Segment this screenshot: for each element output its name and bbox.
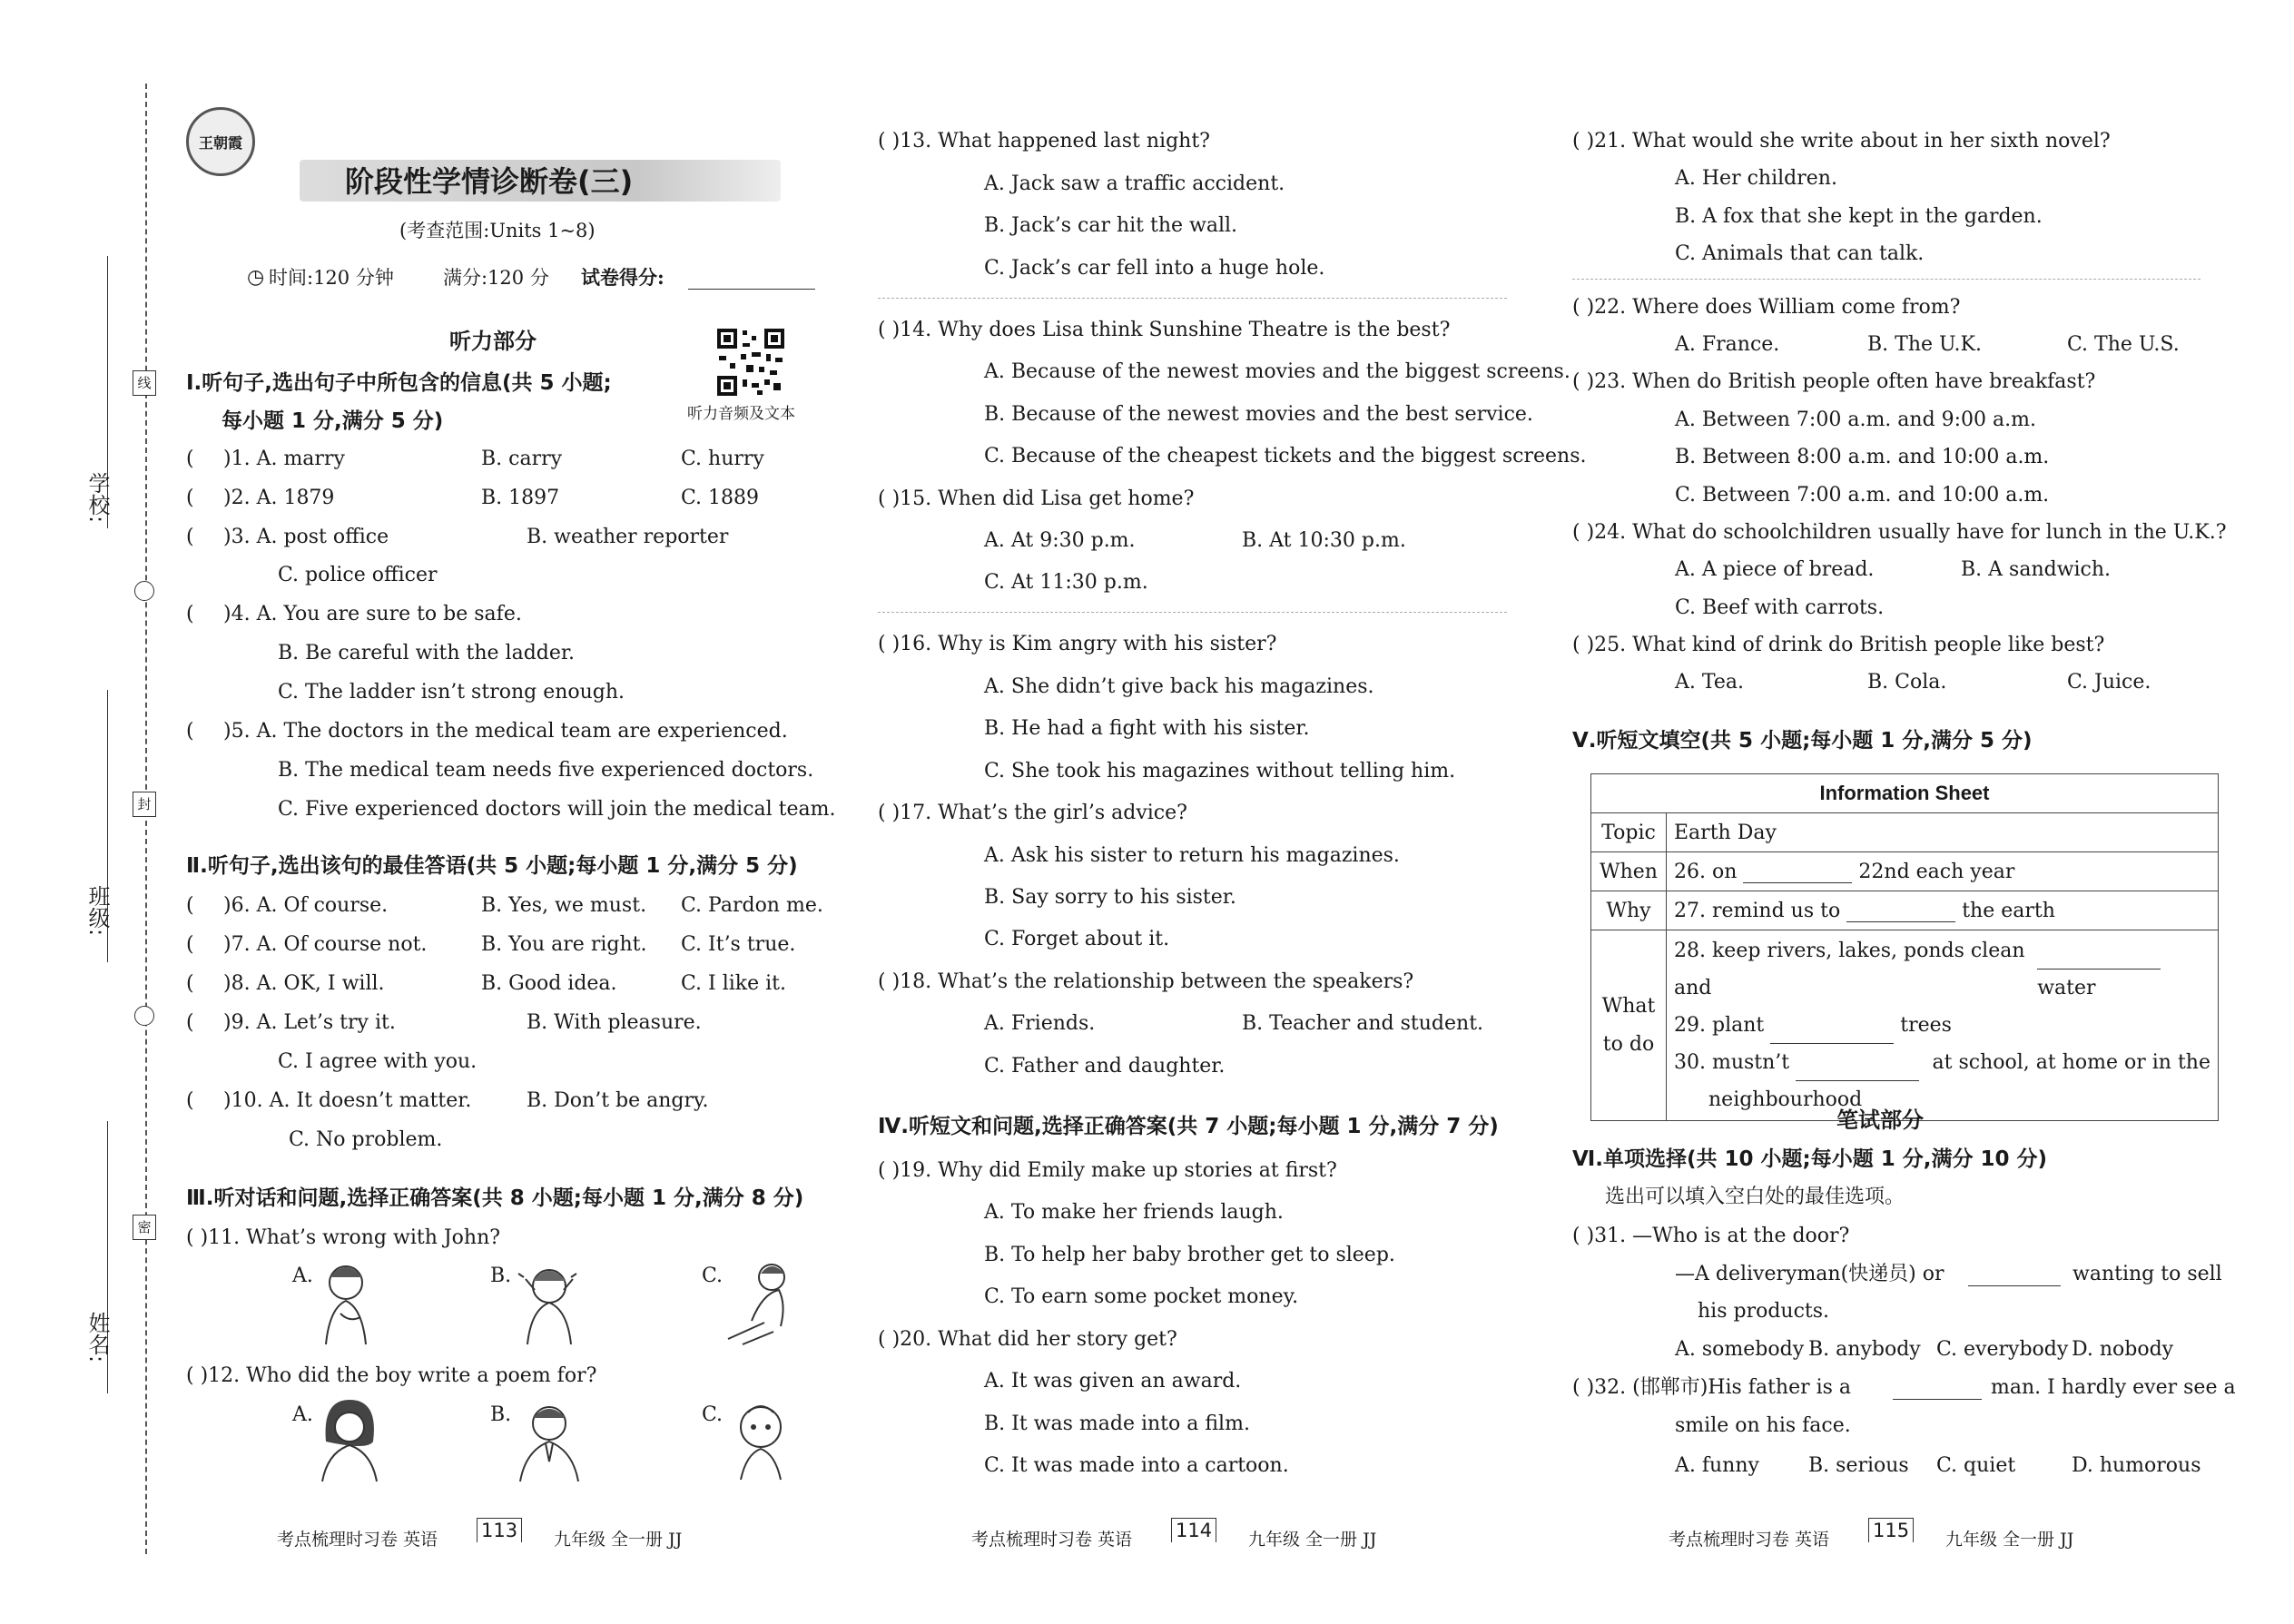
answer-paren[interactable]: ( xyxy=(186,526,194,548)
q18-option-b: B. Teacher and student. xyxy=(1242,1012,1484,1035)
q12-picture-c[interactable] xyxy=(724,1396,797,1483)
qr-code-icon[interactable] xyxy=(715,327,786,398)
q2-option-b: B. 1897 xyxy=(481,487,560,509)
q24-option-b: B. A sandwich. xyxy=(1961,558,2112,581)
q19-option-b: B. To help her baby brother get to sleep. xyxy=(984,1244,1395,1266)
q21-option-c: C. Animals that can talk. xyxy=(1675,242,1925,265)
q10-option-b: B. Don’t be angry. xyxy=(527,1089,709,1112)
table-header: Information Sheet xyxy=(1591,774,2219,813)
row-why-value: 27. remind us to the earth xyxy=(1667,891,2219,930)
q7-option-a: )7. A. Of course not. xyxy=(223,933,428,956)
q22-option-c: C. The U.S. xyxy=(2067,333,2180,356)
q1-option-b: B. carry xyxy=(481,448,563,470)
q13-option-a: A. Jack saw a traffic accident. xyxy=(984,172,1285,195)
row-when-value: 26. on 22nd each year xyxy=(1667,852,2219,891)
divider xyxy=(878,298,1507,299)
q31-line2: —A deliveryman(快递员) or xyxy=(1675,1263,1944,1285)
row-when-key: When xyxy=(1591,852,1667,891)
q19-option-c: C. To earn some pocket money. xyxy=(984,1285,1299,1308)
page-number: 114 xyxy=(1171,1518,1216,1542)
q23-option-c: C. Between 7:00 a.m. and 10:00 a.m. xyxy=(1675,484,2050,507)
q8-option-c: C. I like it. xyxy=(681,972,787,995)
q3-option-a: )3. A. post office xyxy=(223,526,389,548)
q11-stem: ( )11. What’s wrong with John? xyxy=(186,1226,501,1249)
q7-option-c: C. It’s true. xyxy=(681,933,796,956)
q32-option-d: D. humorous xyxy=(2072,1454,2201,1477)
section-2-title: Ⅱ.听句子,选出该句的最佳答语(共 5 小题;每小题 1 分,满分 5 分) xyxy=(186,854,798,878)
q32-option-c: C. quiet xyxy=(1936,1454,2016,1477)
row-topic-key: Topic xyxy=(1591,813,1667,852)
binding-hole-icon xyxy=(134,581,154,601)
full-score: 满分:120 分 xyxy=(443,267,549,289)
q31-line3: his products. xyxy=(1698,1300,1830,1323)
q31-line2-end: wanting to sell xyxy=(2072,1263,2222,1285)
q19-stem: ( )19. Why did Emily make up stories at first? xyxy=(878,1159,1337,1182)
q14-option-b: B. Because of the newest movies and the best service. xyxy=(984,403,1533,426)
binding-hole-icon xyxy=(134,1006,154,1026)
q6-option-b: B. Yes, we must. xyxy=(481,894,647,917)
seal-secret-char: 密 xyxy=(133,1215,156,1240)
q14-option-c: C. Because of the cheapest tickets and the biggest screens. xyxy=(984,445,1587,468)
q32-option-a: A. funny xyxy=(1675,1454,1759,1477)
clock-icon: ◷ xyxy=(247,266,265,289)
listening-heading: 听力部分 xyxy=(449,329,537,354)
q3-option-c: C. police officer xyxy=(278,564,438,586)
q10-option-a: )10. A. It doesn’t matter. xyxy=(223,1089,472,1112)
answer-paren[interactable]: ( xyxy=(186,720,194,743)
q4-option-a: )4. A. You are sure to be safe. xyxy=(223,603,522,625)
q17-option-b: B. Say sorry to his sister. xyxy=(984,886,1236,909)
q15-option-a: A. At 9:30 p.m. xyxy=(984,529,1136,552)
section-5-title: Ⅴ.听短文填空(共 5 小题;每小题 1 分,满分 5 分) xyxy=(1572,729,2033,753)
q21-stem: ( )21. What would she write about in her sixth novel? xyxy=(1572,130,2111,153)
school-label: 学校: xyxy=(84,472,110,524)
q24-stem: ( )24. What do schoolchildren usually have for lunch in the U.K.? xyxy=(1572,521,2227,544)
name-label: 姓名: xyxy=(84,1312,110,1363)
q12-label-c: C. xyxy=(702,1403,724,1426)
seal-line-char: 线 xyxy=(133,370,156,396)
q22-stem: ( )22. Where does William come from? xyxy=(1572,296,1961,319)
q32-stem-end: man. I hardly ever see a xyxy=(1991,1376,2236,1399)
blank-26[interactable] xyxy=(1743,882,1852,883)
q22-option-a: A. France. xyxy=(1675,333,1780,356)
page-number: 113 xyxy=(477,1518,522,1542)
footer-book-title: 考点梳理时习卷 英语 xyxy=(1669,1530,1830,1550)
answer-paren[interactable]: ( xyxy=(186,1011,194,1034)
answer-paren[interactable]: ( xyxy=(186,448,194,470)
q24-option-c: C. Beef with carrots. xyxy=(1675,596,1885,619)
q5-option-b: B. The medical team needs five experienced doctors. xyxy=(278,759,814,782)
q10-option-c: C. No problem. xyxy=(289,1128,443,1151)
q17-option-a: A. Ask his sister to return his magazines. xyxy=(984,844,1400,867)
qr-caption: 听力音频及文本 xyxy=(687,405,795,423)
q32-stem: ( )32. (邯郸市)His father is a xyxy=(1572,1376,1852,1399)
footer-book-title: 考点梳理时习卷 英语 xyxy=(971,1530,1133,1550)
q15-option-c: C. At 11:30 p.m. xyxy=(984,571,1148,594)
q31-option-b: B. anybody xyxy=(1808,1338,1921,1361)
q32-option-b: B. serious xyxy=(1808,1454,1909,1477)
exam-time: 时间:120 分钟 xyxy=(269,267,394,289)
q8-option-b: B. Good idea. xyxy=(481,972,617,995)
q12-picture-a[interactable] xyxy=(313,1396,386,1483)
q5-option-c: C. Five experienced doctors will join the medical team. xyxy=(278,798,836,821)
q12-label-b: B. xyxy=(490,1403,512,1426)
q14-stem: ( )14. Why does Lisa think Sunshine Theatre is the best? xyxy=(878,319,1451,341)
q4-option-b: B. Be careful with the ladder. xyxy=(278,642,575,664)
q12-picture-b[interactable] xyxy=(513,1396,586,1483)
exam-scope: (考查范围:Units 1~8) xyxy=(399,220,596,241)
answer-paren[interactable]: ( xyxy=(186,603,194,625)
written-heading: 笔试部分 xyxy=(1836,1107,1924,1133)
row-why-key: Why xyxy=(1591,891,1667,930)
q15-stem: ( )15. When did Lisa get home? xyxy=(878,487,1195,510)
q11-picture-b[interactable] xyxy=(513,1257,586,1348)
q16-option-b: B. He had a fight with his sister. xyxy=(984,717,1310,740)
q24-option-a: A. A piece of bread. xyxy=(1675,558,1875,581)
page-number: 115 xyxy=(1868,1518,1914,1542)
q23-option-a: A. Between 7:00 a.m. and 9:00 a.m. xyxy=(1675,408,2037,431)
q1-option-c: C. hurry xyxy=(681,448,764,470)
brand-logo: 王朝霞 xyxy=(186,107,255,176)
q14-option-a: A. Because of the newest movies and the biggest screens. xyxy=(984,360,1570,383)
q25-option-c: C. Juice. xyxy=(2067,671,2151,694)
q11-label-a: A. xyxy=(292,1265,313,1287)
score-blank[interactable] xyxy=(688,289,815,290)
section-3-title: Ⅲ.听对话和问题,选择正确答案(共 8 小题;每小题 1 分,满分 8 分) xyxy=(186,1186,804,1210)
binding-dashed-line xyxy=(145,84,147,1554)
footer-grade: 九年级 全一册 JJ xyxy=(1945,1530,2074,1550)
section-4-title: Ⅳ.听短文和问题,选择正确答案(共 7 小题;每小题 1 分,满分 7 分) xyxy=(878,1115,1499,1138)
q15-option-b: B. At 10:30 p.m. xyxy=(1242,529,1406,552)
seal-seal-char: 封 xyxy=(133,792,156,817)
q13-option-b: B. Jack’s car hit the wall. xyxy=(984,214,1238,237)
q2-option-a: )2. A. 1879 xyxy=(223,487,335,509)
q31-option-c: C. everybody xyxy=(1936,1338,2069,1361)
q31-option-d: D. nobody xyxy=(2072,1338,2174,1361)
q32-line2: smile on his face. xyxy=(1675,1414,1851,1437)
q7-option-b: B. You are right. xyxy=(481,933,647,956)
section-6-instruction: 选出可以填入空白处的最佳选项。 xyxy=(1605,1186,1905,1208)
q25-option-a: A. Tea. xyxy=(1675,671,1744,694)
q9-option-b: B. With pleasure. xyxy=(527,1011,702,1034)
footer-grade: 九年级 全一册 JJ xyxy=(1248,1530,1377,1550)
divider xyxy=(1572,279,2200,280)
q9-option-c: C. I agree with you. xyxy=(278,1050,478,1073)
divider xyxy=(878,612,1507,613)
class-label: 班级: xyxy=(84,885,110,937)
answer-paren[interactable]: ( xyxy=(186,487,194,509)
row-topic-value: Earth Day xyxy=(1667,813,2219,852)
footer-book-title: 考点梳理时习卷 英语 xyxy=(277,1530,438,1550)
q13-stem: ( )13. What happened last night? xyxy=(878,130,1210,153)
q16-stem: ( )16. Why is Kim angry with his sister? xyxy=(878,633,1277,655)
information-sheet-table xyxy=(1590,773,2219,1121)
answer-paren[interactable]: ( xyxy=(186,1089,194,1112)
q17-stem: ( )17. What’s the girl’s advice? xyxy=(878,802,1187,824)
q20-option-c: C. It was made into a cartoon. xyxy=(984,1454,1289,1477)
q25-stem: ( )25. What kind of drink do British people like best? xyxy=(1572,634,2105,656)
answer-paren[interactable]: ( xyxy=(186,972,194,995)
q18-stem: ( )18. What’s the relationship between the speakers? xyxy=(878,970,1414,993)
blank-32[interactable] xyxy=(1893,1399,1982,1400)
q20-option-b: B. It was made into a film. xyxy=(984,1412,1250,1435)
q22-option-b: B. The U.K. xyxy=(1867,333,1982,356)
q11-label-c: C. xyxy=(702,1265,724,1287)
answer-paren[interactable]: ( xyxy=(186,933,194,956)
row-whattodo-value: 28. keep rivers, lakes, ponds clean and water 29. plant trees 30. mustn’t at school, at home or in the neighbourhood xyxy=(1667,930,2219,1121)
score-label: 试卷得分: xyxy=(581,266,665,289)
q23-option-b: B. Between 8:00 a.m. and 10:00 a.m. xyxy=(1675,446,2050,468)
q20-option-a: A. It was given an award. xyxy=(984,1370,1242,1393)
q16-option-c: C. She took his magazines without telling him. xyxy=(984,760,1456,782)
answer-paren[interactable]: ( xyxy=(186,894,194,917)
q20-stem: ( )20. What did her story get? xyxy=(878,1328,1177,1351)
q23-stem: ( )23. When do British people often have breakfast? xyxy=(1572,370,2096,393)
q5-option-a: )5. A. The doctors in the medical team are experienced. xyxy=(223,720,788,743)
q19-option-a: A. To make her friends laugh. xyxy=(984,1201,1284,1224)
q18-option-c: C. Father and daughter. xyxy=(984,1055,1226,1078)
q12-label-a: A. xyxy=(292,1403,313,1426)
q9-option-a: )9. A. Let’s try it. xyxy=(223,1011,396,1034)
q16-option-a: A. She didn’t give back his magazines. xyxy=(984,675,1374,698)
q31-option-a: A. somebody xyxy=(1675,1338,1805,1361)
blank-27[interactable] xyxy=(1846,921,1955,922)
q11-picture-c[interactable] xyxy=(724,1257,797,1348)
section-1-title: Ⅰ.听句子,选出句子中所包含的信息(共 5 小题; xyxy=(186,371,612,395)
section-6-title: Ⅵ.单项选择(共 10 小题;每小题 1 分,满分 10 分) xyxy=(1572,1147,2048,1171)
q21-option-a: A. Her children. xyxy=(1675,167,1837,190)
q25-option-b: B. Cola. xyxy=(1867,671,1947,694)
q2-option-c: C. 1889 xyxy=(681,487,760,509)
page-title: 阶段性学情诊断卷(三) xyxy=(345,164,634,199)
q3-option-b: B. weather reporter xyxy=(527,526,729,548)
section-1-title-cont: 每小题 1 分,满分 5 分) xyxy=(222,409,444,433)
blank-31[interactable] xyxy=(1968,1285,2061,1286)
footer-grade: 九年级 全一册 JJ xyxy=(554,1530,683,1550)
q12-stem: ( )12. Who did the boy write a poem for? xyxy=(186,1364,597,1387)
q4-option-c: C. The ladder isn’t strong enough. xyxy=(278,681,625,704)
q11-label-b: B. xyxy=(490,1265,512,1287)
q18-option-a: A. Friends. xyxy=(984,1012,1096,1035)
q13-option-c: C. Jack’s car fell into a huge hole. xyxy=(984,257,1325,280)
q11-picture-a[interactable] xyxy=(313,1257,386,1348)
q21-option-b: B. A fox that she kept in the garden. xyxy=(1675,205,2043,228)
q1-option-a: )1. A. marry xyxy=(223,448,345,470)
q8-option-a: )8. A. OK, I will. xyxy=(223,972,385,995)
q6-option-a: )6. A. Of course. xyxy=(223,894,389,917)
q31-stem: ( )31. —Who is at the door? xyxy=(1572,1225,1850,1247)
row-whattodo-key: What to do xyxy=(1591,930,1667,1121)
q6-option-c: C. Pardon me. xyxy=(681,894,823,917)
q17-option-c: C. Forget about it. xyxy=(984,928,1170,950)
